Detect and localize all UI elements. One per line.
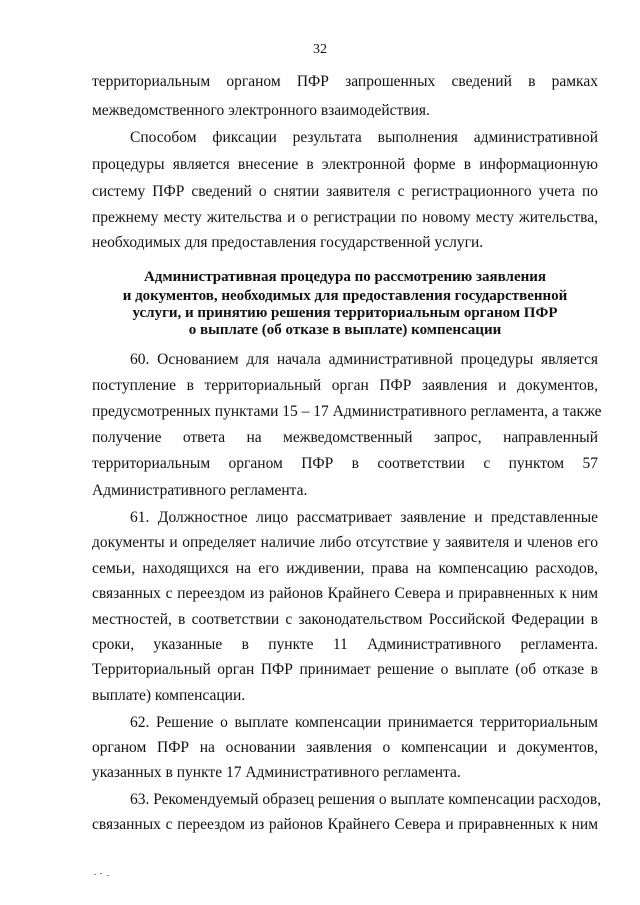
text-line: территориальным органом ПФР в соответствии с пунктом 57 [92, 455, 598, 472]
text-line: 61. Должностное лицо рассматривает заявление и представленные [130, 509, 598, 526]
page-number: 32 [313, 42, 327, 57]
text-line: документы и определяет наличие либо отсутствие у заявителя и членов его [92, 534, 598, 551]
text-line: 63. Рекомендуемый образец решения о выплате компенсации расходов, [130, 791, 602, 808]
heading-line: и документов, необходимых для предоставления государственной [122, 288, 568, 304]
text-line: Административного регламента. [92, 482, 308, 499]
text-line: Способом фиксации результата выполнения административной [130, 129, 598, 146]
text-line: территориальным органом ПФР запрошенных сведений в рамках [92, 73, 598, 90]
text-line: органом ПФР на основании заявления о компенсации и документов, [92, 739, 598, 756]
text-line: предусмотренных пунктами 15 – 17 Административного регламента, а также [92, 403, 602, 420]
text-line: 62. Решение о выплате компенсации принимается территориальным [130, 714, 598, 731]
text-line: выплате) компенсации. [92, 687, 246, 704]
heading-line: Административная процедура по рассмотрению заявления [143, 269, 547, 285]
text-line: процедуры является внесение в электронной форме в информационную [92, 156, 598, 173]
text-line: систему ПФР сведений о снятии заявителя с регистрационного учета по [92, 183, 598, 200]
text-line: семьи, находящихся на его иждивении, права на компенсацию расходов, [92, 560, 598, 577]
text-line: прежнему месту жительства и о регистрации по новому месту жительства, [92, 209, 598, 226]
text-line: получение ответа на межведомственный запрос, направленный [92, 429, 598, 446]
heading-line: о выплате (об отказе в выплате) компенсации [188, 322, 502, 338]
text-line: сроки, указанные в пункте 11 Административного регламента. [92, 636, 598, 653]
text-line: межведомственного электронного взаимодействия. [92, 102, 430, 119]
text-line: связанных с переездом из районов Крайнего Севера и приравненных к ним [92, 585, 598, 602]
heading-line: услуги, и принятию решения территориальным органом ПФР [132, 305, 558, 321]
text-line: 60. Основанием для начала административной процедуры является [130, 351, 598, 368]
scan-specks [94, 872, 134, 878]
text-line: Территориальный орган ПФР принимает решение о выплате (об отказе в [92, 661, 598, 678]
text-line: местностей, в соответствии с законодательством Российской Федерации в [92, 611, 598, 628]
text-line: указанных в пункте 17 Административного регламента. [92, 764, 461, 781]
text-line: необходимых для предоставления государственной услуги. [92, 234, 484, 251]
text-line: связанных с переездом из районов Крайнего Севера и приравненных к ним [92, 816, 598, 833]
text-line: поступление в территориальный орган ПФР заявления и документов, [92, 377, 598, 394]
